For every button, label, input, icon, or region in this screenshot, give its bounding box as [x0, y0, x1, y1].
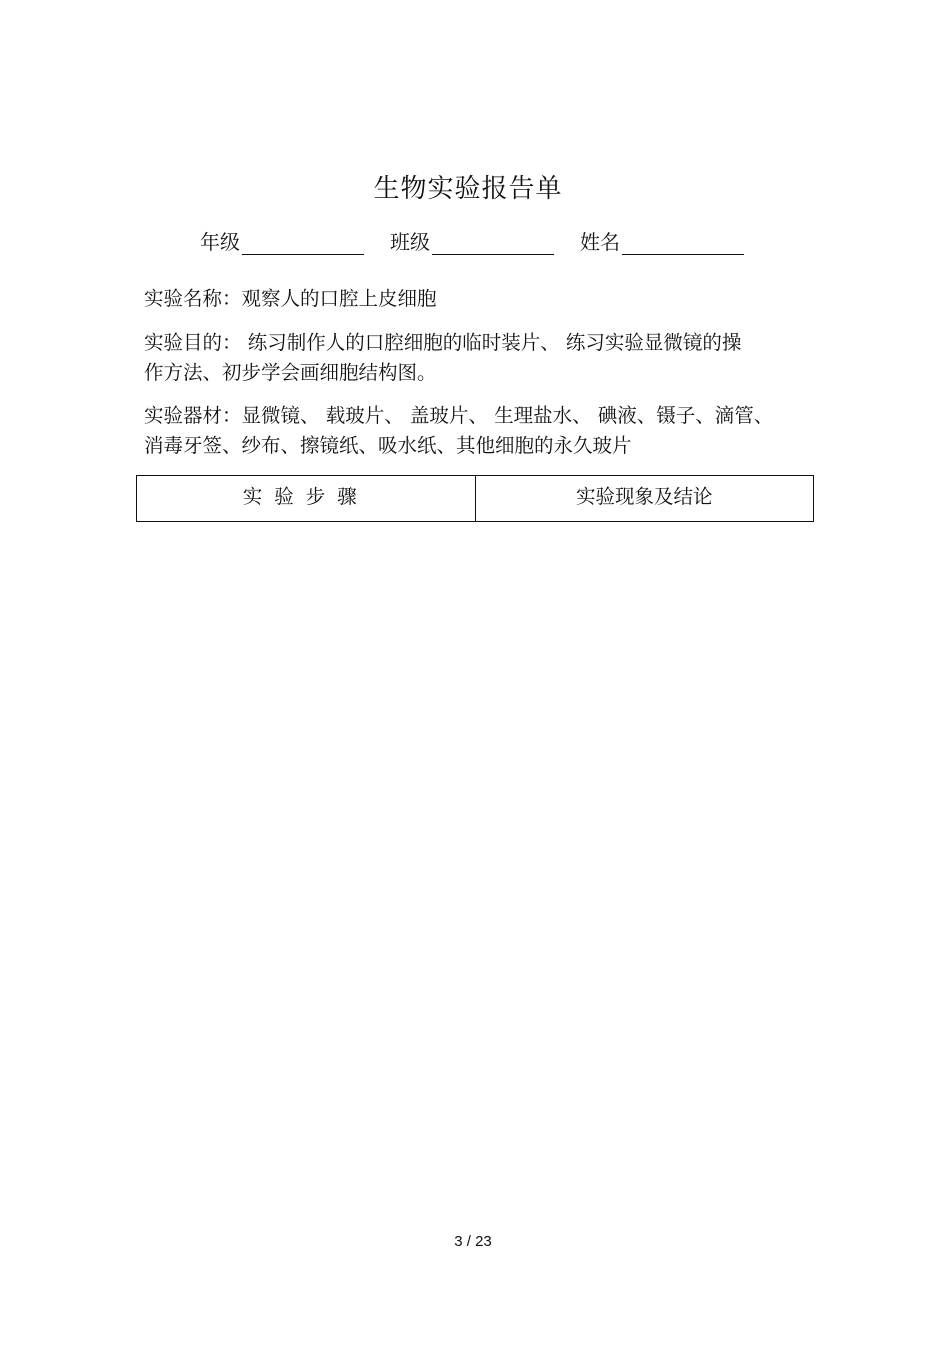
experiment-name-paragraph — [144, 284, 804, 314]
experiment-purpose-line-2: 作方法、初步学会画细胞结构图。 — [144, 361, 437, 384]
class-field — [390, 226, 554, 255]
class-label: 班级 — [390, 230, 430, 254]
grade-blank-line — [242, 232, 364, 255]
page-number: 3 / 23 — [454, 1233, 492, 1250]
grade-field — [200, 226, 364, 255]
name-blank-line — [622, 232, 744, 255]
experiment-materials-line-1: 实验器材：显微镜、 载玻片、 盖玻片、 生理盐水、 碘液、镊子、滴管、 — [144, 404, 774, 427]
grade-label: 年级 — [200, 230, 240, 254]
experiment-table — [136, 475, 814, 522]
table-header-results: 实验现象及结论 — [575, 485, 713, 508]
experiment-name-line: 实验名称：观察人的口腔上皮细胞 — [144, 287, 437, 310]
experiment-materials-line-2: 消毒牙签、纱布、擦镜纸、吸水纸、其他细胞的永久玻片 — [144, 434, 632, 457]
experiment-materials-paragraph — [144, 401, 804, 461]
class-blank-line — [432, 232, 554, 255]
name-label: 姓名 — [580, 230, 620, 254]
experiment-purpose-paragraph — [144, 328, 804, 388]
table-header-steps: 实验步骤 — [137, 476, 476, 521]
name-field — [580, 226, 744, 255]
student-info-row — [200, 226, 760, 254]
report-title: 生物实验报告单 — [373, 174, 563, 204]
experiment-purpose-line-1: 实验目的： 练习制作人的口腔细胞的临时装片、 练习实验显微镜的操 — [144, 331, 742, 354]
